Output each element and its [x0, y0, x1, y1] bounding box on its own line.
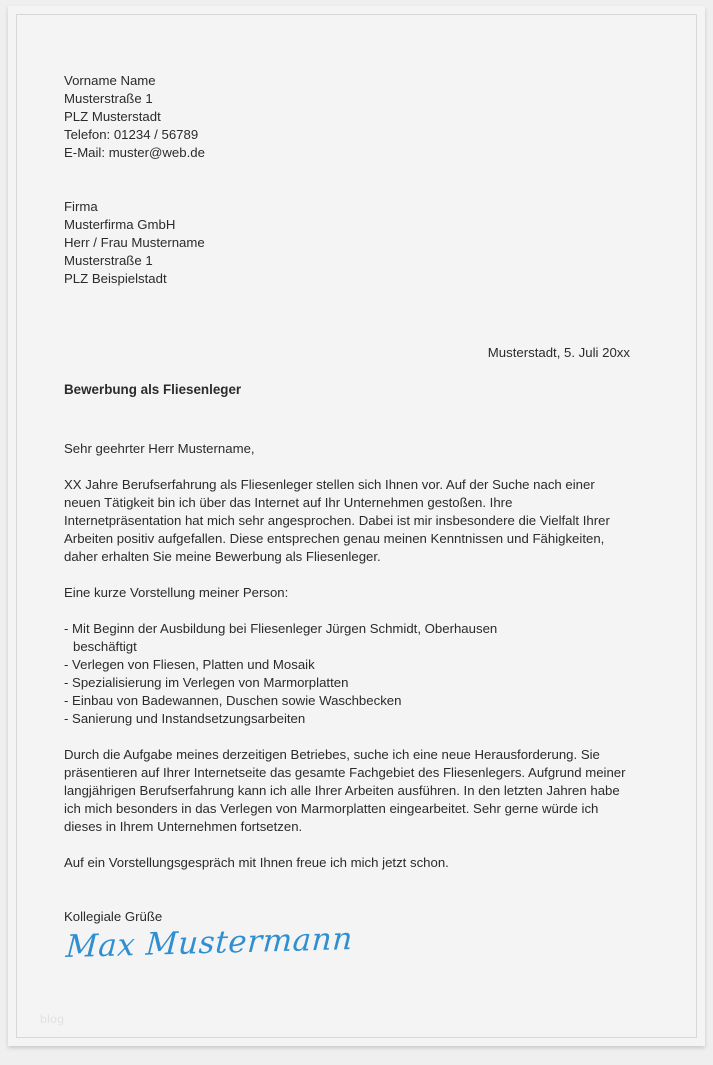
handwritten-signature: Max Mustermann — [64, 920, 354, 966]
qualification-list — [64, 620, 630, 728]
watermark: blog — [40, 1012, 65, 1026]
date-line: Musterstadt, 5. Juli 20xx — [487, 345, 630, 360]
list-item: - Sanierung und Instandsetzungsarbeiten — [64, 711, 306, 726]
list-intro-line: Eine kurze Vorstellung meiner Person: — [64, 585, 289, 600]
recipient-label: Firma — [64, 199, 98, 214]
paragraph-introduction: XX Jahre Berufserfahrung als Fliesenleger stellen sich Ihnen vor. Auf der Suche nach einer neuen Tätigkeit bin ich über das Internet auf Ihr Unternehmen gestoßen. Ihre Internetpräsentation hat mich sehr angesprochen. Dabei ist mir insbesondere die Vielfalt Ihrer Arbeiten positiv aufgefallen. Diese entsprechen genau meinen Kenntnissen und Fähigkeiten, daher erhalten Sie meine Bewerbung als Fliesenleger. — [64, 477, 610, 564]
list-item: - Einbau von Badewannen, Duschen sowie Waschbecken — [64, 693, 402, 708]
list-item: - Verlegen von Fliesen, Platten und Mosaik — [64, 657, 315, 672]
sender-city: PLZ Musterstadt — [64, 109, 161, 124]
salutation: Sehr geehrter Herr Mustername, — [64, 441, 255, 456]
sender-name: Vorname Name — [64, 73, 156, 88]
list-item-continuation: beschäftigt — [73, 639, 137, 654]
sender-phone: Telefon: 01234 / 56789 — [64, 127, 199, 142]
sender-street: Musterstraße 1 — [64, 91, 153, 106]
recipient-city: PLZ Beispielstadt — [64, 271, 167, 286]
recipient-contact: Herr / Frau Mustername — [64, 235, 205, 250]
subject-line: Bewerbung als Fliesenleger — [64, 382, 242, 397]
sender-email: E-Mail: muster@web.de — [64, 145, 205, 160]
paragraph-closing-request: Auf ein Vorstellungsgespräch mit Ihnen freue ich mich jetzt schon. — [64, 855, 449, 870]
recipient-address-block — [64, 198, 630, 288]
paragraph-motivation: Durch die Aufgabe meines derzeitigen Betriebes, suche ich eine neue Herausforderung. Sie präsentieren auf Ihrer Internetseite das gesamte Fachgebiet des Fliesenlegers. Aufgrund meiner langjährigen Berufserfahrung kann ich alle Ihrer Arbeiten ausführen. In den letzten Jahren habe ich mich besonders in das Verlegen von Marmorplatten eingearbeitet. Sehr gerne würde ich dieses in Ihrem Unternehmen fortsetzen. — [64, 747, 626, 834]
sender-address-block — [64, 72, 630, 162]
recipient-street: Musterstraße 1 — [64, 253, 153, 268]
recipient-company: Musterfirma GmbH — [64, 217, 176, 232]
list-item: - Mit Beginn der Ausbildung bei Fliesenleger Jürgen Schmidt, Oberhausen — [64, 621, 498, 636]
closing-greeting: Kollegiale Grüße — [64, 909, 163, 924]
list-item: - Spezialisierung im Verlegen von Marmorplatten — [64, 675, 349, 690]
